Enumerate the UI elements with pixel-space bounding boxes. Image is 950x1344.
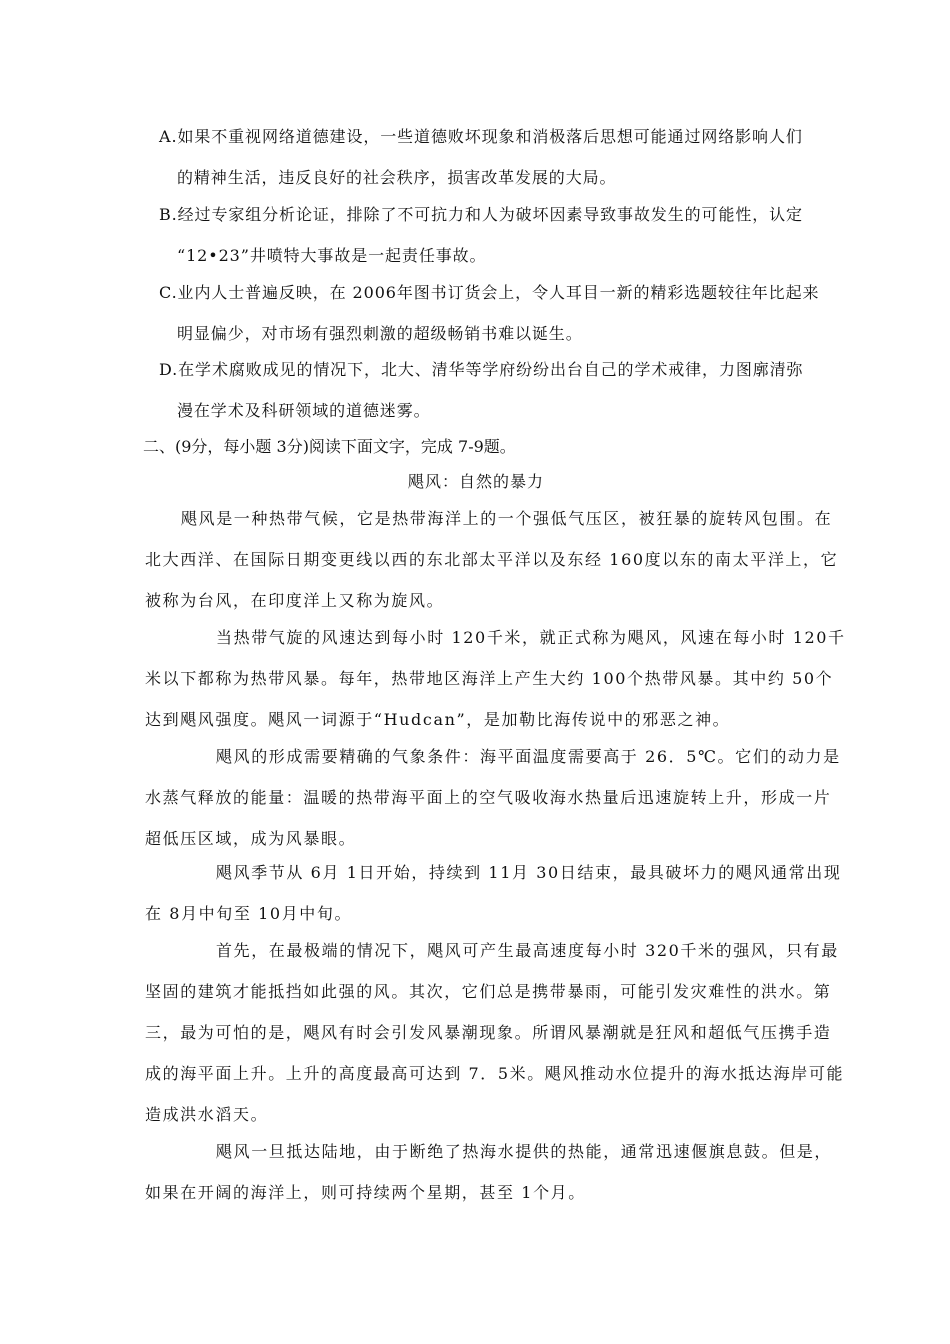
article-line: 成的海平面上升。上升的高度最高可达到 7．5米。飓风推动水位提升的海水抵达海岸可能 (145, 1064, 845, 1083)
article-line: 坚固的建筑才能抵挡如此强的风。其次，它们总是携带暴雨，可能引发灾难性的洪水。第 (145, 982, 832, 1001)
article-line: 飓风是一种热带气候，它是热带海洋上的一个强低气压区，被狂暴的旋转风包围。在 (181, 509, 833, 528)
article-line: 飓风季节从 6月 1日开始，持续到 11月 30日结束，最具破坏力的飓风通常出现 (216, 863, 842, 882)
article-line: 在 8月中旬至 10月中旬。 (145, 904, 353, 923)
article-line: 被称为台风，在印度洋上又称为旋风。 (145, 591, 445, 610)
option-c-line-1: C.业内人士普遍反映，在 2006年图书订货会上，令人耳目一新的精彩选题较往年比起来 (159, 283, 820, 302)
option-a-line-2: 的精神生活，违反良好的社会秩序，损害改革发展的大局。 (177, 168, 617, 187)
option-b-line-2: “12•23”井喷特大事故是一起责任事故。 (177, 246, 487, 265)
option-c-line-2: 明显偏少，对市场有强烈刺激的超级畅销书难以诞生。 (177, 324, 583, 343)
section-heading: 二、(9分，每小题 3分)阅读下面文字，完成 7-9题。 (143, 437, 516, 456)
article-line: 北大西洋、在国际日期变更线以西的东北部太平洋以及东经 160度以东的南太平洋上，它 (145, 550, 839, 569)
article-line: 首先，在最极端的情况下，飓风可产生最高速度每小时 320千米的强风，只有最 (216, 941, 839, 960)
article-title: 飓风：自然的暴力 (408, 472, 545, 491)
article-line: 如果在开阔的海洋上，则可持续两个星期，甚至 1个月。 (145, 1183, 586, 1202)
article-line: 达到飓风强度。飓风一词源于“Hudcan”，是加勒比海传说中的邪恶之神。 (145, 710, 731, 729)
article-line: 飓风的形成需要精确的气象条件：海平面温度需要高于 26．5℃。它们的动力是 (216, 747, 841, 766)
option-b-line-1: B.经过专家组分析论证，排除了不可抗力和人为破坏因素导致事故发生的可能性，认定 (159, 205, 803, 224)
article-line: 飓风一旦抵达陆地，由于断绝了热海水提供的热能，通常迅速偃旗息鼓。但是， (216, 1142, 833, 1161)
article-line: 超低压区域，成为风暴眼。 (145, 829, 357, 848)
option-d-line-1: D.在学术腐败成见的情况下，北大、清华等学府纷纷出台自己的学术戒律，力图廓清弥 (159, 360, 804, 379)
article-line: 造成洪水滔天。 (145, 1105, 269, 1124)
article-line: 水蒸气释放的能量：温暖的热带海平面上的空气吸收海水热量后迅速旋转上升，形成一片 (145, 788, 832, 807)
option-a-line-1: A.如果不重视网络道德建设，一些道德败坏现象和消极落后思想可能通过网络影响人们 (159, 127, 803, 146)
article-line: 三，最为可怕的是，飓风有时会引发风暴潮现象。所谓风暴潮就是狂风和超低气压携手造 (145, 1023, 832, 1042)
article-line: 当热带气旋的风速达到每小时 120千米，就正式称为飓风，风速在每小时 120千 (216, 628, 846, 647)
option-d-line-2: 漫在学术及科研领域的道德迷雾。 (177, 401, 431, 420)
article-line: 米以下都称为热带风暴。每年，热带地区海洋上产生大约 100个热带风暴。其中约 50个 (145, 669, 834, 688)
